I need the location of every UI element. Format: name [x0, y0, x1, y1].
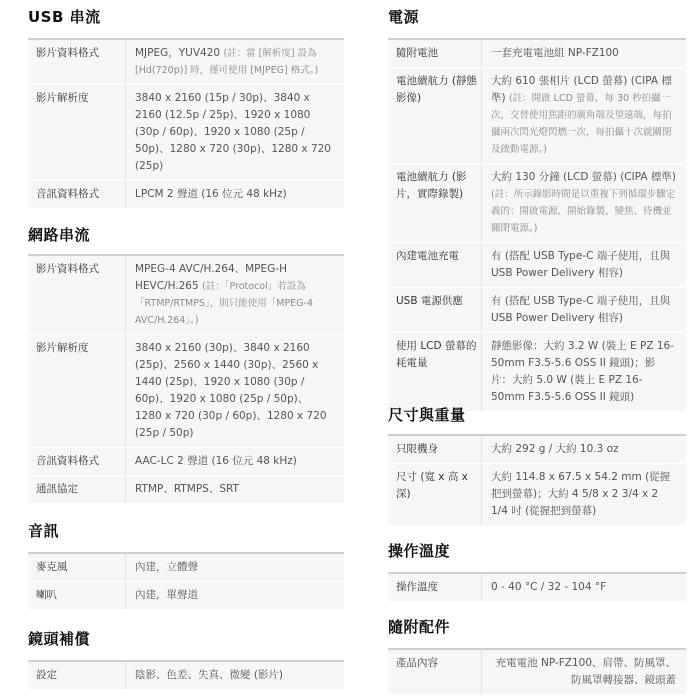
- table-row: [388, 40, 686, 68]
- spec-label: 麥克風: [28, 554, 126, 581]
- section-title: 操作溫度: [388, 542, 451, 560]
- spec-value: 有 (搭配 USB Type-C 端子使用，且與 USB Power Delivery 相容): [491, 250, 671, 279]
- spec-label: 操作溫度: [388, 574, 482, 601]
- table-row: [28, 335, 344, 448]
- spec-value: 一套充電電池組 NP-FZ100: [491, 47, 619, 59]
- spec-label: 電池續航力 (靜態影像): [388, 68, 482, 163]
- spec-label: 喇叭: [28, 582, 126, 609]
- size-table: [388, 434, 686, 526]
- table-row: [28, 85, 344, 181]
- spec-value: MPEG-4 AVC/H.264、MPEG-H HEVC/H.265 (註：「Protocol」若設為「RTMP/RTMPS」，則只能使用「MPEG-4 AVC/H.264」。): [135, 263, 314, 326]
- spec-label: USB 電源供應: [388, 288, 482, 332]
- lens-section: [28, 628, 344, 690]
- spec-label: 只限機身: [388, 436, 482, 463]
- section-title: 電源: [388, 8, 420, 26]
- spec-value: 有 (搭配 USB Type-C 端子使用，且與 USB Power Delivery 相容): [491, 295, 671, 324]
- spec-label: 影片解析度: [28, 335, 126, 447]
- spec-value: 內建，立體聲: [135, 561, 198, 573]
- table-row: [388, 288, 686, 333]
- section-title: 鏡頭補償: [28, 630, 91, 648]
- table-row: [388, 333, 686, 412]
- table-row: [28, 448, 344, 476]
- spec-value: AAC-LC 2 聲道 (16 位元 48 kHz): [135, 455, 297, 467]
- section-title: 音訊: [28, 522, 60, 540]
- accessories-section: [388, 616, 686, 695]
- spec-label: 影片資料格式: [28, 40, 126, 84]
- spec-label: 使用 LCD 螢幕的耗電量: [388, 333, 482, 411]
- section-title: USB 串流: [28, 8, 101, 26]
- spec-label: 電池續航力 (影片，實際錄製): [388, 164, 482, 242]
- table-row: [388, 68, 686, 164]
- accessories-table: [388, 648, 686, 695]
- usb-section: [28, 6, 344, 209]
- table-row: [28, 554, 344, 582]
- table-row: [388, 464, 686, 526]
- spec-label: 隨附電池: [388, 40, 482, 67]
- table-row: [388, 574, 686, 602]
- spec-label: 影片資料格式: [28, 256, 126, 334]
- network-table: [28, 254, 344, 504]
- temp-section: [388, 540, 686, 602]
- spec-value: 大約 610 張相片 (LCD 螢幕) (CIPA 標準) (註：開啟 LCD 螢幕，每 30 秒拍攝一次，交替使用焦距的廣角端及望遠端，每拍攝兩次閃光燈閃燃一次，每拍攝十次就關閉及啟動電源。): [491, 75, 672, 155]
- section-title: 網路串流: [28, 226, 91, 244]
- spec-value: 3840 x 2160 (30p)、3840 x 2160 (25p)、2560 x 1440 (30p)、2560 x 1440 (25p)、1920 x 1080 (30p / 60p)、1920 x 1080 (25p / 50p)、1280 x 720 (30p / 60p)、1280 x 720 (25p / 50p): [135, 342, 327, 439]
- table-row: [388, 436, 686, 464]
- spec-label: 產品內容: [388, 650, 482, 694]
- section-title: 隨附配件: [388, 618, 451, 636]
- spec-label: 內建電池充電: [388, 243, 482, 287]
- spec-value: 大約 130 分鐘 (LCD 螢幕) (CIPA 標準) (註：所示錄影時間是以重複下列循環步驟定義的：開啟電源、開始錄製、變焦、待機並關閉電源。): [491, 171, 676, 234]
- lens-table: [28, 660, 344, 690]
- spec-value: LPCM 2 聲道 (16 位元 48 kHz): [135, 188, 287, 200]
- table-row: [28, 40, 344, 85]
- spec-label: 尺寸 (寬 x 高 x 深): [388, 464, 482, 525]
- table-row: [388, 164, 686, 243]
- table-row: [28, 582, 344, 610]
- usb-table: [28, 38, 344, 209]
- audio-section: [28, 520, 344, 610]
- power-table: [388, 38, 686, 412]
- section-title: 尺寸與重量: [388, 406, 466, 424]
- spec-value: 靜態影像：大約 3.2 W (裝上 E PZ 16-50mm F3.5-5.6 OSS II 鏡頭)；影片：大約 5.0 W (裝上 E PZ 16-50mm F3.5-5.6 OSS II 鏡頭): [491, 340, 675, 403]
- spec-value: 內建，單聲道: [135, 589, 198, 601]
- table-row: [28, 181, 344, 209]
- spec-label: 音訊資料格式: [28, 448, 126, 475]
- spec-value: 大約 292 g / 大約 10.3 oz: [491, 443, 619, 455]
- spec-value: 大約 114.8 x 67.5 x 54.2 mm (從握把到螢幕)；大約 4 5/8 x 2 3/4 x 2 1/4 吋 (從握把到螢幕): [491, 471, 671, 517]
- table-row: [388, 650, 686, 695]
- table-row: [28, 476, 344, 504]
- temp-table: [388, 572, 686, 602]
- spec-value: MJPEG，YUV420 (註：當 [解析度] 設為 [Hd(720p)] 時，僅可使用 [MJPEG] 格式。): [135, 47, 319, 76]
- spec-label: 影片解析度: [28, 85, 126, 180]
- spec-value: 0 - 40 °C / 32 - 104 °F: [491, 581, 607, 593]
- size-section: [388, 404, 686, 526]
- spec-label: 通訊協定: [28, 476, 126, 503]
- spec-value: 3840 x 2160 (15p / 30p)、3840 x 2160 (12.5p / 25p)、1920 x 1080 (30p / 60p)、1920 x 1080 (25p / 50p)、1280 x 720 (30p)、1280 x 720 (25p): [135, 92, 331, 172]
- table-row: [28, 662, 344, 690]
- network-section: [28, 224, 344, 504]
- power-section: [388, 6, 686, 412]
- table-row: [28, 256, 344, 335]
- spec-label: 設定: [28, 662, 126, 689]
- spec-label: 音訊資料格式: [28, 181, 126, 208]
- spec-value: 陰影、色差、失真、微變 (影片): [135, 669, 284, 681]
- spec-value: RTMP、RTMPS、SRT: [135, 483, 239, 495]
- spec-value: 充電電池 NP-FZ100、肩帶、防風罩、防風罩轉接器、鏡頭蓋: [495, 657, 676, 686]
- table-row: [388, 243, 686, 288]
- audio-table: [28, 552, 344, 610]
